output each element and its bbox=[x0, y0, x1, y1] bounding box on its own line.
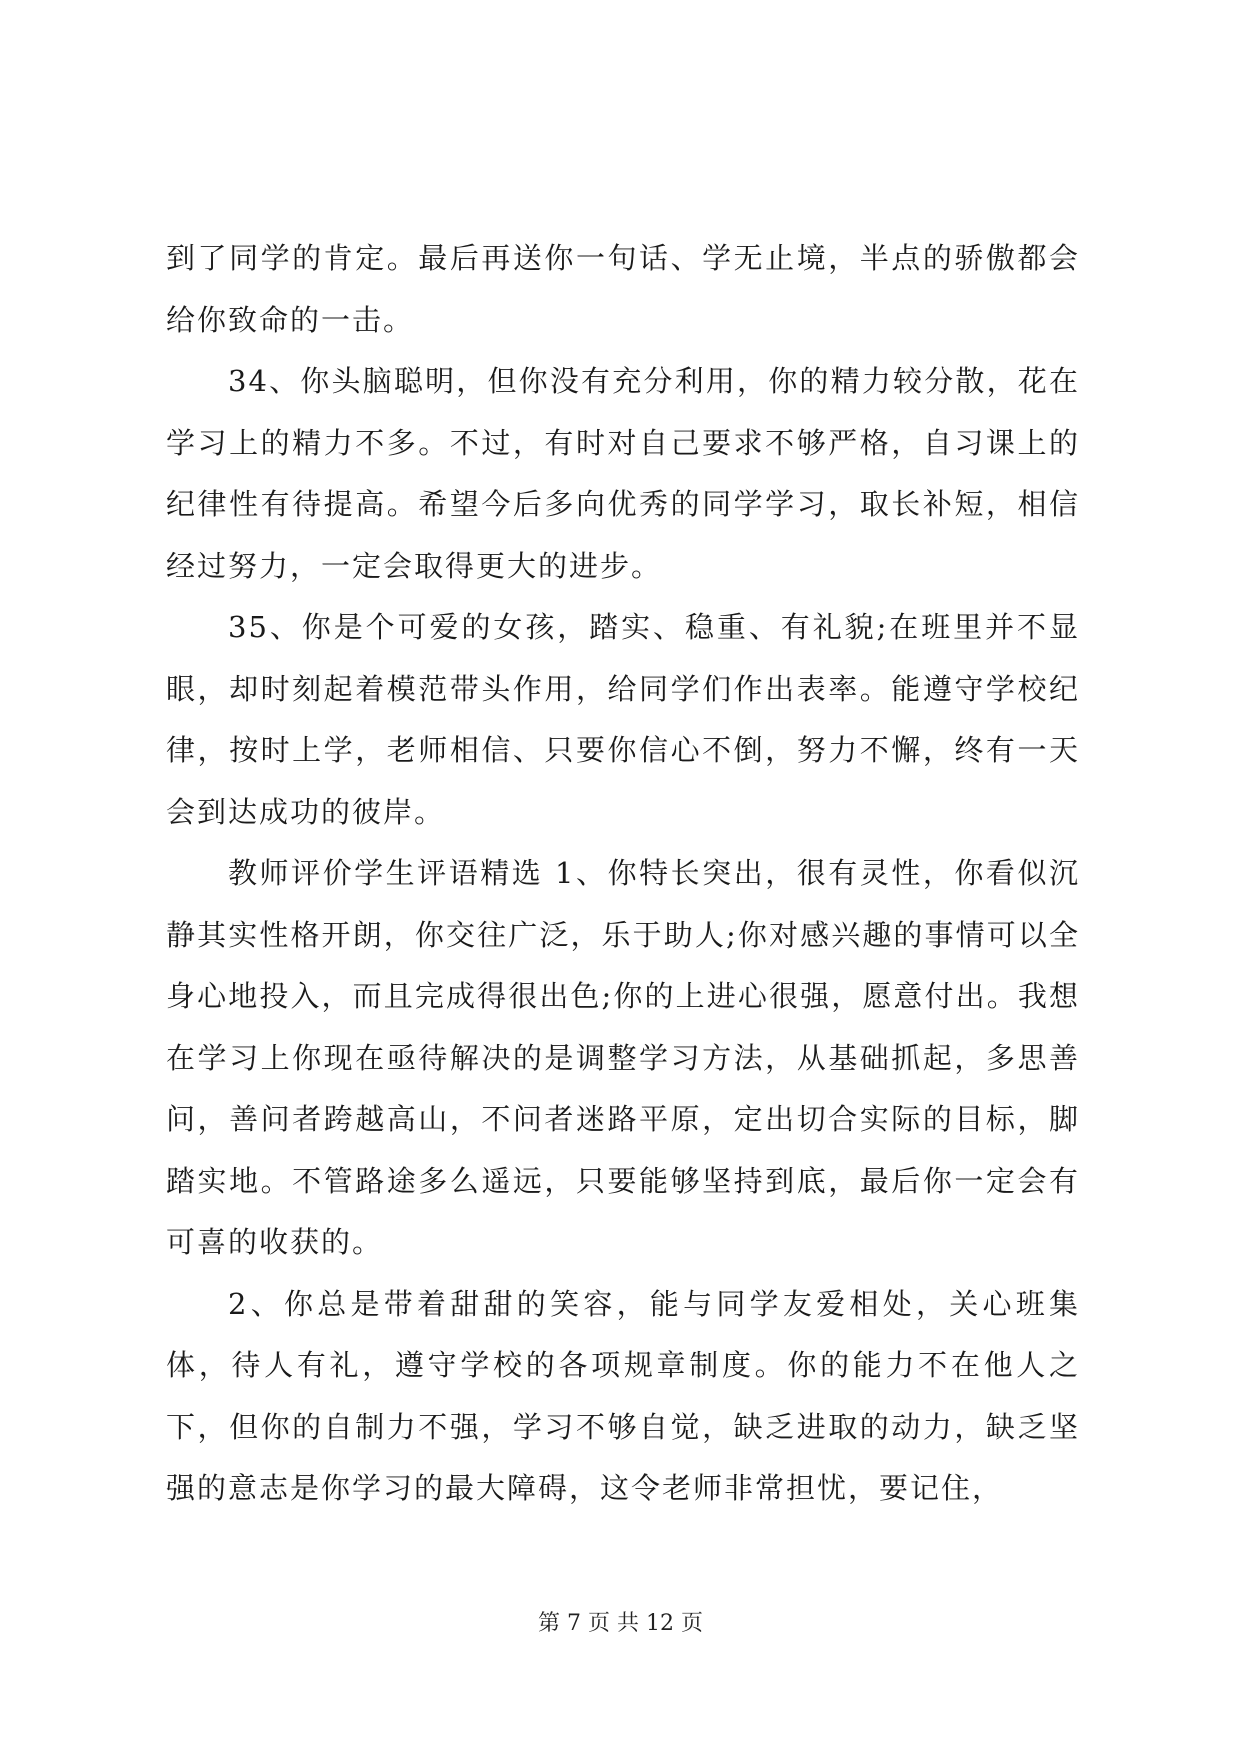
paragraph-selected-comments-1: 教师评价学生评语精选 1、你特长突出，很有灵性，你看似沉静其实性格开朗，你交往广泛，乐于助人;你对感兴趣的事情可以全身心地投入，而且完成得很出色;你的上进心很强，愿意付出。我想在学习上你现在亟待解决的是调整学习方法，从基础抓起，多思善问，善问者跨越高山，不问者迷路平原，定出切合实际的目标，脚踏实地。不管路途多么遥远，只要能够坚持到底，最后你一定会有可喜的收获的。 bbox=[166, 856, 1080, 1259]
paragraph-comment-34: 34、你头脑聪明，但你没有充分利用，你的精力较分散，花在学习上的精力不多。不过，有时对自己要求不够严格，自习课上的纪律性有待提高。希望今后多向优秀的同学学习，取长补短，相信经过努力，一定会取得更大的进步。 bbox=[166, 364, 1080, 583]
paragraph-continuation: 到了同学的肯定。最后再送你一句话、学无止境，半点的骄傲都会给你致命的一击。 bbox=[166, 241, 1080, 337]
document-body bbox=[166, 228, 1080, 1520]
paragraph-comment-35: 35、你是个可爱的女孩，踏实、稳重、有礼貌;在班里并不显眼，却时刻起着模范带头作用，给同学们作出表率。能遵守学校纪律，按时上学，老师相信、只要你信心不倒，努力不懈，终有一天会到达成功的彼岸。 bbox=[166, 610, 1080, 829]
paragraph-comment-2: 2、你总是带着甜甜的笑容，能与同学友爱相处，关心班集体，待人有礼，遵守学校的各项规章制度。你的能力不在他人之下，但你的自制力不强，学习不够自觉，缺乏进取的动力，缺乏坚强的意志是你学习的最大障碍，这令老师非常担忧，要记住， bbox=[166, 1286, 1080, 1505]
page-number-footer: 第 7 页 共 12 页 bbox=[538, 1611, 703, 1636]
